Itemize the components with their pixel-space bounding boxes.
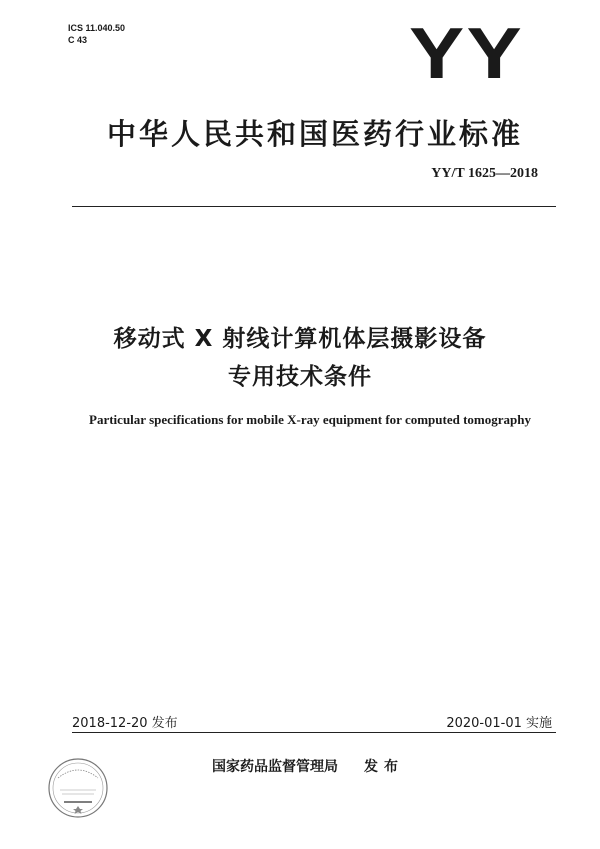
top-divider: [72, 206, 556, 207]
issuing-authority: [212, 756, 404, 776]
publish-label: 发布: [364, 759, 404, 775]
ccs-code: C 43: [68, 35, 88, 45]
ics-code: ICS 11.040.50: [68, 23, 126, 33]
standard-category-title: 中华人民共和国医药行业标准: [106, 117, 523, 151]
bottom-divider: [72, 732, 556, 733]
implementation-date: 2020-01-01 实施: [446, 716, 552, 731]
ics-classification: [68, 22, 125, 46]
issuer-name: 国家药品监督管理局: [212, 759, 338, 775]
issue-date: 2018-12-20 发布: [72, 716, 178, 731]
english-title: Particular specifications for mobile X-ray equipment for computed tomography: [89, 412, 531, 427]
yy-logo: YY: [408, 14, 524, 94]
chinese-title-line-2: 专用技术条件: [228, 364, 372, 390]
chinese-title-line-1: 移动式 X 射线计算机体层摄影设备: [113, 326, 487, 352]
circular-seal-stamp-icon: [46, 756, 110, 820]
standard-number: YY/T 1625—2018: [431, 166, 538, 181]
